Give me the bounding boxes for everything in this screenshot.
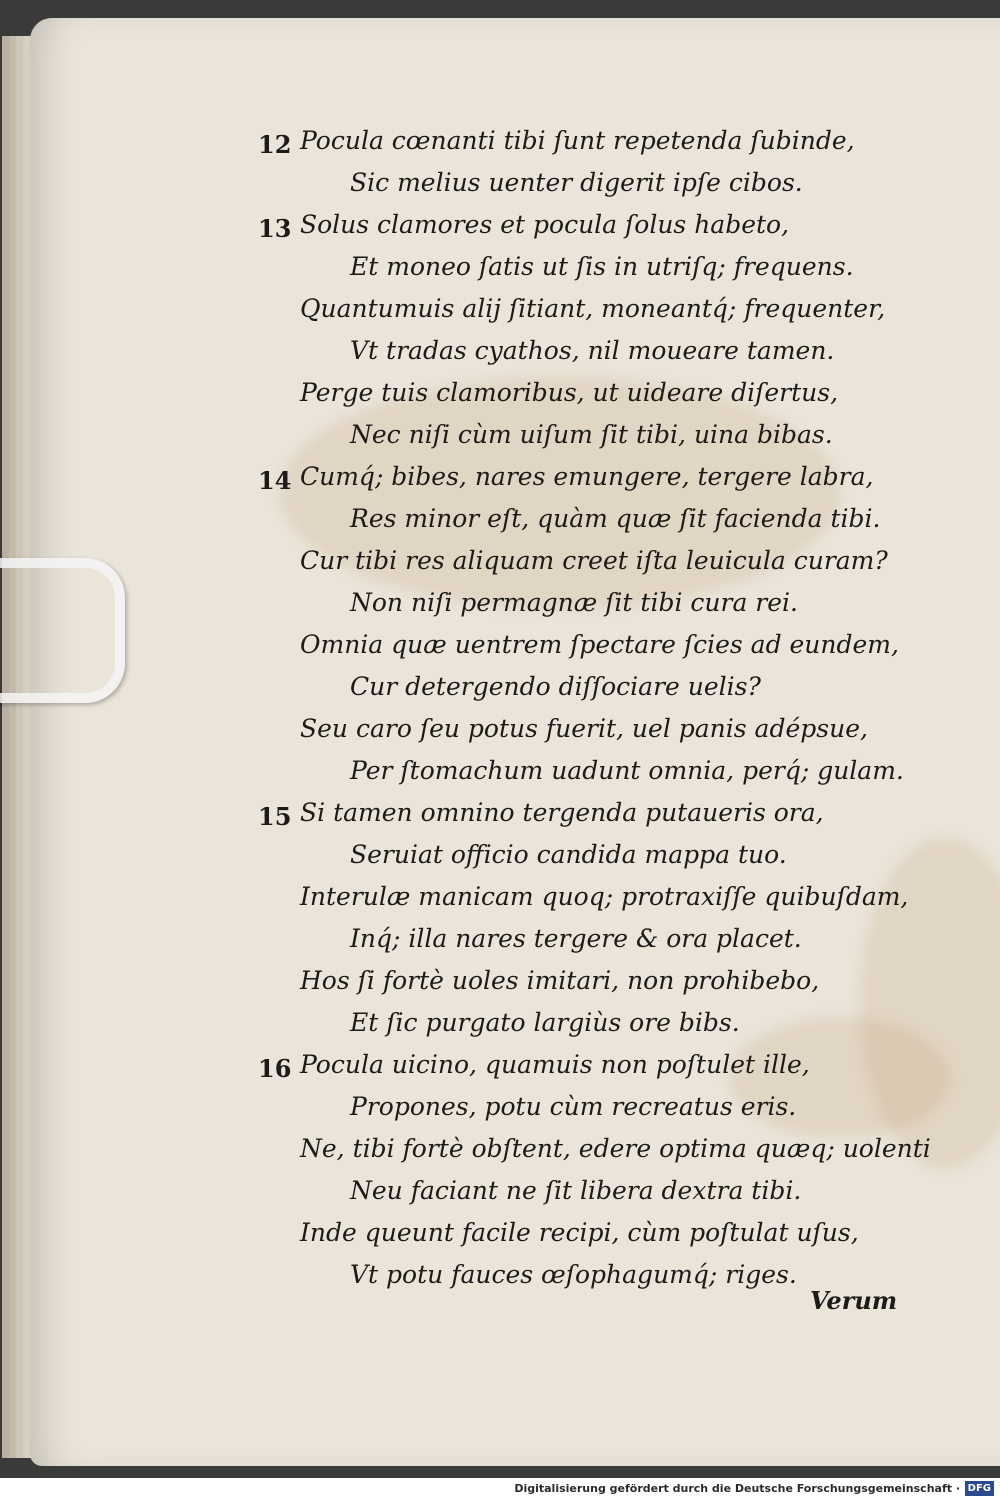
verse-text: Seruiat officio candida mappa tuo. xyxy=(350,840,787,869)
verse-text: Res minor eſt, quàm quæ ſit facienda tibi. xyxy=(350,504,881,533)
verse-text: Pocula uicino, quamuis non poſtulet ille, xyxy=(300,1050,810,1079)
funding-credit: Digitalisierung gefördert durch die Deutsche Forschungsgemeinschaft · xyxy=(514,1482,960,1495)
verse-text: Cur detergendo diſſociare uelis? xyxy=(350,672,761,701)
verse-text: Per ſtomachum uadunt omnia, perq́; gulam. xyxy=(350,756,904,785)
verse-text: Si tamen omnino tergenda putaueris ora, xyxy=(300,798,824,827)
verse-text: Hos ſi fortè uoles imitari, non prohibebo, xyxy=(300,966,820,995)
verse-line xyxy=(250,1086,970,1128)
verse-line xyxy=(250,708,970,750)
verse-line xyxy=(250,1044,970,1086)
verse-line xyxy=(250,792,970,834)
verse-line xyxy=(250,876,970,918)
verse-text: Omnia quæ uentrem ſpectare ſcies ad eundem, xyxy=(300,630,899,659)
verse-text: Inq́; illa nares tergere & ora placet. xyxy=(350,924,802,953)
verse-text: Vt potu fauces œſophagumq́; riges. xyxy=(350,1260,797,1289)
verse-text: Et ſic purgato largiùs ore bibs. xyxy=(350,1008,740,1037)
verse-line xyxy=(250,204,970,246)
verse-line xyxy=(250,582,970,624)
verse-line xyxy=(250,498,970,540)
verse-text: Ne, tibi fortè obſtent, edere optima quæq; uolenti xyxy=(300,1134,931,1163)
verse-text: Vt tradas cyathos, nil moueare tamen. xyxy=(350,336,835,365)
page-clip xyxy=(0,558,125,703)
verse-text: Pocula cœnanti tibi ſunt repetenda ſubinde, xyxy=(300,126,855,155)
verse-text: Interulæ manicam quoq; protraxiſſe quibuſdam, xyxy=(300,882,909,911)
verse-line xyxy=(250,960,970,1002)
verse-line xyxy=(250,750,970,792)
stanza-number: 13 xyxy=(258,214,292,243)
verse-line xyxy=(250,330,970,372)
verse-text: Propones, potu cùm recreatus eris. xyxy=(350,1092,797,1121)
verse-line xyxy=(250,372,970,414)
verse-line xyxy=(250,1170,970,1212)
verse-line xyxy=(250,1128,970,1170)
stanza-number: 16 xyxy=(258,1054,292,1083)
stanza-number: 12 xyxy=(258,130,292,159)
verse-text: Et moneo ſatis ut ſis in utriſq; frequens. xyxy=(350,252,854,281)
verse-text: Seu caro ſeu potus fuerit, uel panis adépsue, xyxy=(300,714,868,743)
verse-line xyxy=(250,1002,970,1044)
verse-line xyxy=(250,540,970,582)
verse-line xyxy=(250,414,970,456)
verse-text: Quantumuis alij ſitiant, moneantq́; frequenter, xyxy=(300,294,886,323)
verse-text: Solus clamores et pocula ſolus habeto, xyxy=(300,210,790,239)
stanza-number: 14 xyxy=(258,466,292,495)
verse-line xyxy=(250,624,970,666)
verse-text: Sic melius uenter digerit ipſe cibos. xyxy=(350,168,803,197)
verse-line xyxy=(250,666,970,708)
footer-bar xyxy=(0,1478,1000,1500)
verse-line xyxy=(250,1212,970,1254)
verse-text: Cur tibi res aliquam creet iſta leuicula curam? xyxy=(300,546,888,575)
verse-line xyxy=(250,456,970,498)
verse-line xyxy=(250,162,970,204)
verse-text: Neu faciant ne ſit libera dextra tibi. xyxy=(350,1176,802,1205)
verse-text: Cumq́; bibes, nares emungere, tergere labra, xyxy=(300,462,874,491)
verse-line xyxy=(250,120,970,162)
verse-line xyxy=(250,288,970,330)
verse-line xyxy=(250,834,970,876)
verse-text: Perge tuis clamoribus, ut uideare diſertus, xyxy=(300,378,839,407)
verse-line xyxy=(250,246,970,288)
verse-text: Inde queunt facile recipi, cùm poſtulat uſus, xyxy=(300,1218,859,1247)
verse-block xyxy=(250,120,970,1296)
verse-line xyxy=(250,918,970,960)
catchword: Verum xyxy=(810,1286,898,1315)
verse-text: Nec niſi cùm uiſum ſit tibi, uina bibas. xyxy=(350,420,833,449)
stanza-number: 15 xyxy=(258,802,292,831)
dfg-logo: DFG xyxy=(965,1481,994,1496)
verse-text: Non niſi permagnæ ſit tibi cura rei. xyxy=(350,588,798,617)
